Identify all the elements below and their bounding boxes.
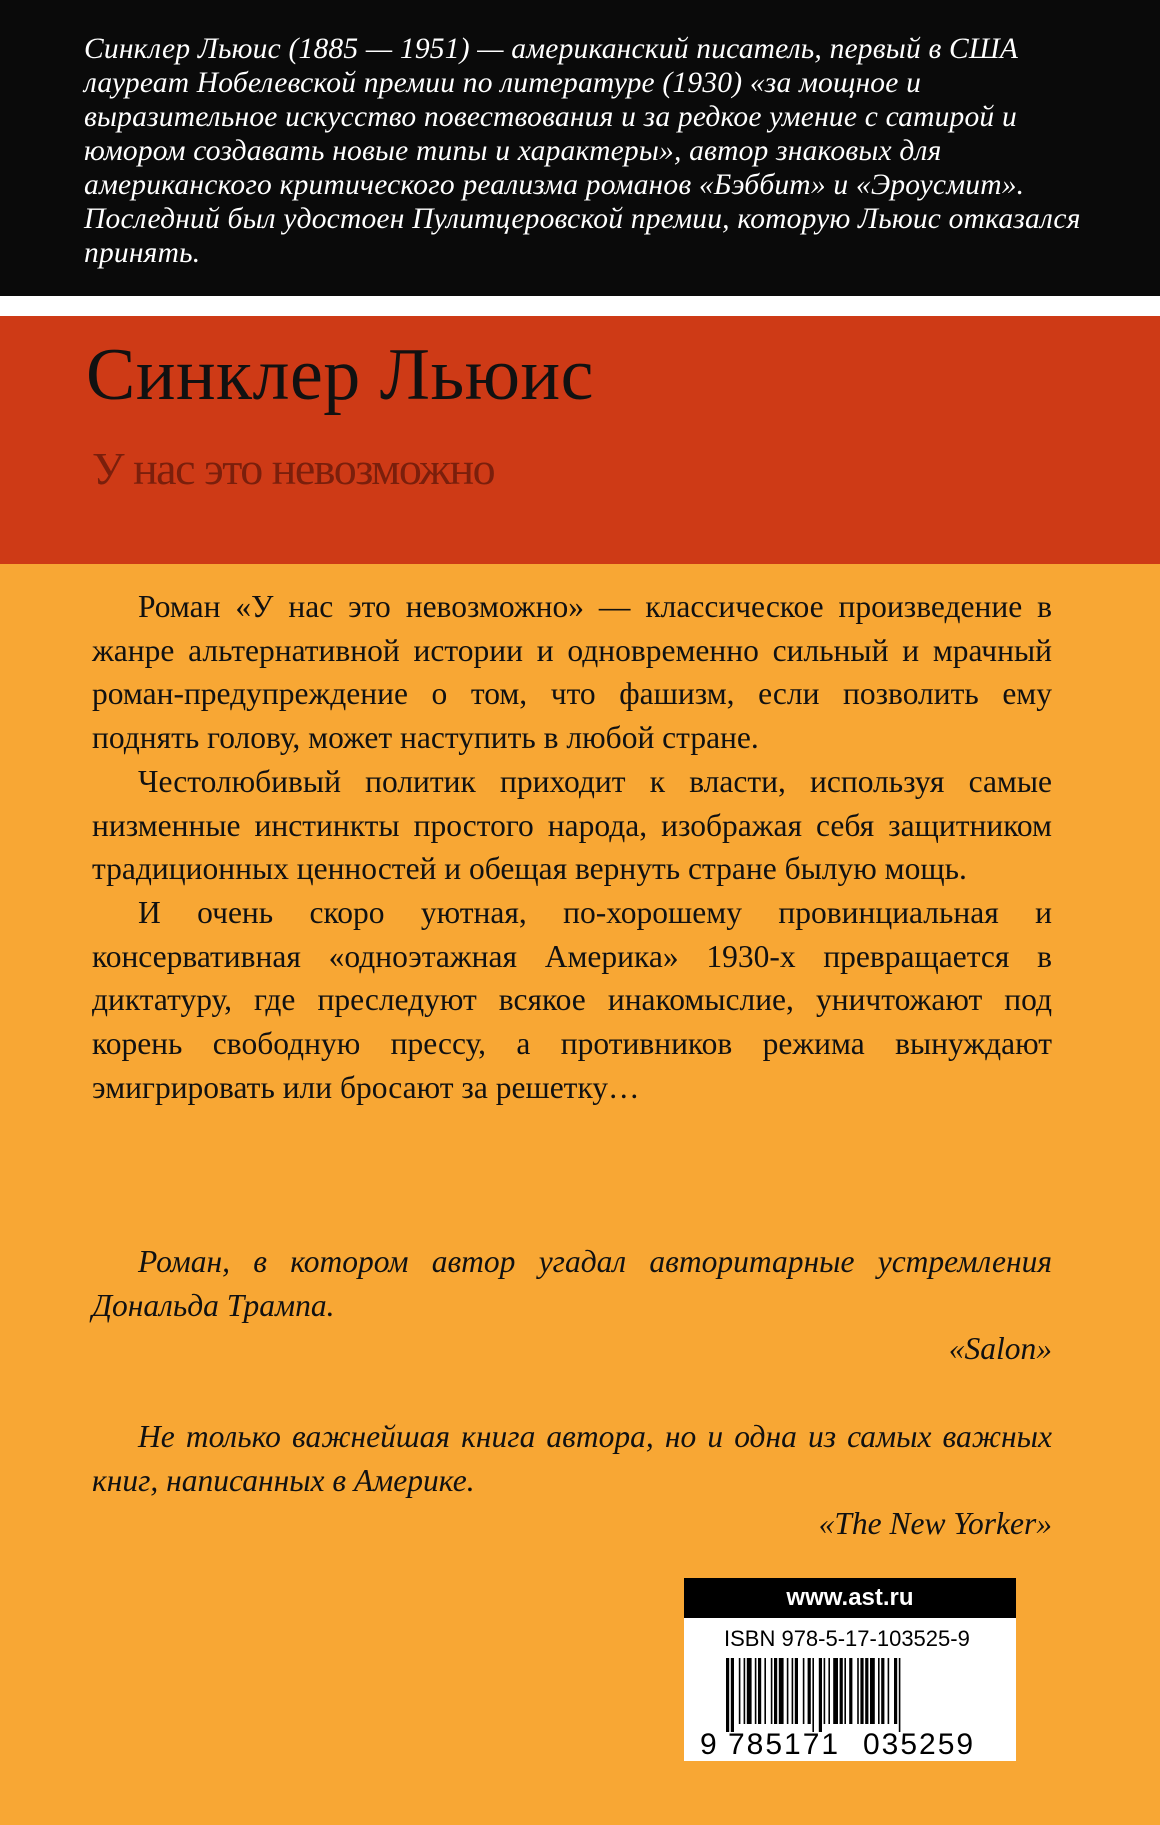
barcode-bars: [726, 1658, 900, 1732]
barcode-bar: [744, 1658, 746, 1724]
barcode-bar: [731, 1658, 734, 1732]
isbn-number: ISBN 978-5-17-103525-9: [724, 1626, 970, 1651]
barcode-bar: [844, 1658, 846, 1724]
divider-stripe: [0, 296, 1160, 316]
barcode-bar: [881, 1658, 884, 1724]
barcode-digits-right: 035259: [863, 1728, 976, 1758]
barcode-bar: [771, 1658, 773, 1724]
isbn-block: [684, 1578, 1016, 1761]
barcode-bar: [812, 1658, 814, 1732]
publisher-site: www.ast.ru: [684, 1578, 1016, 1618]
review-source: «Salon»: [948, 1331, 1052, 1367]
barcode-bar: [774, 1658, 777, 1724]
author-name: Синклер Льюис: [86, 334, 594, 416]
barcode-bar: [819, 1658, 822, 1732]
review: [92, 1415, 1052, 1546]
annotation-paragraph: И очень скоро уютная, по-хорошему провинциальная и консервативная «одноэтажная Америка» 1930-х превращается в диктатуру, где преследуют всякое инакомыслие, уничтожают под корень свободную прессу, а противников режима вынуждают эмигрировать или бросают за решетку…: [92, 894, 1052, 1105]
barcode-bar: [828, 1658, 830, 1724]
barcode-bar: [857, 1658, 859, 1724]
barcode-bar: [747, 1658, 752, 1724]
author-bio-band: [0, 0, 1160, 296]
barcode-bar: [758, 1658, 761, 1724]
barcode-digit-prefix: 9: [700, 1728, 717, 1758]
barcode-bar: [764, 1658, 766, 1724]
barcode-bar: [739, 1658, 741, 1724]
barcode-bar: [860, 1658, 863, 1724]
barcode-bar: [865, 1658, 868, 1724]
barcode-bar: [755, 1658, 757, 1724]
barcode-bar: [894, 1658, 897, 1724]
barcode: [698, 1658, 1004, 1758]
barcode-digits-left: 785171: [728, 1728, 841, 1758]
barcode-bar: [726, 1658, 729, 1732]
annotation: [92, 585, 1052, 1109]
barcode-bar: [878, 1658, 880, 1724]
barcode-bar: [870, 1658, 875, 1724]
barcode-bar: [787, 1658, 789, 1724]
book-title: У нас это невозможно: [92, 443, 495, 494]
barcode-bar: [849, 1658, 852, 1724]
barcode-bar: [779, 1658, 784, 1724]
review-quote: Роман, в котором автор угадал авторитарные устремления Дональда Трампа.: [92, 1244, 1052, 1323]
barcode-bar: [808, 1658, 811, 1724]
barcode-bar: [899, 1658, 901, 1732]
barcode-bar: [803, 1658, 805, 1724]
review: [92, 1240, 1052, 1371]
barcode-bar: [792, 1658, 794, 1724]
barcode-bar: [833, 1658, 838, 1724]
review-source: «The New Yorker»: [818, 1506, 1052, 1542]
annotation-paragraph: Честолюбивый политик приходит к власти, используя самые низменные инстинкты простого народа, изображая себя защитником традиционных ценностей и обещая вернуть стране былую мощь.: [92, 763, 1052, 887]
barcode-bar: [888, 1658, 890, 1724]
author-bio: Синклер Льюис (1885 — 1951) — американский писатель, первый в США лауреат Нобелевской премии по литературе (1930) «за мощное и выразительное искусство повествования и за редкое умение с сатирой и юмором создавать новые типы и характеры», автор знаковых для американского критического реализма романов «Бэббит» и «Эроусмит». Последний был удостоен Пулитцеровской премии, которую Льюис отказался принять.: [84, 33, 1081, 269]
barcode-bar: [795, 1658, 798, 1724]
barcode-bar: [840, 1658, 843, 1724]
review-quote: Не только важнейшая книга автора, но и одна из самых важных книг, написанных в Америке.: [92, 1419, 1052, 1498]
barcode-bar: [824, 1658, 826, 1724]
annotation-paragraph: Роман «У нас это невозможно» — классическое произведение в жанре альтернативной истории и одновременно сильный и мрачный роман-предупреждение о том, что фашизм, если позволить ему поднять голову, может наступить в любой стране.: [92, 589, 1052, 756]
